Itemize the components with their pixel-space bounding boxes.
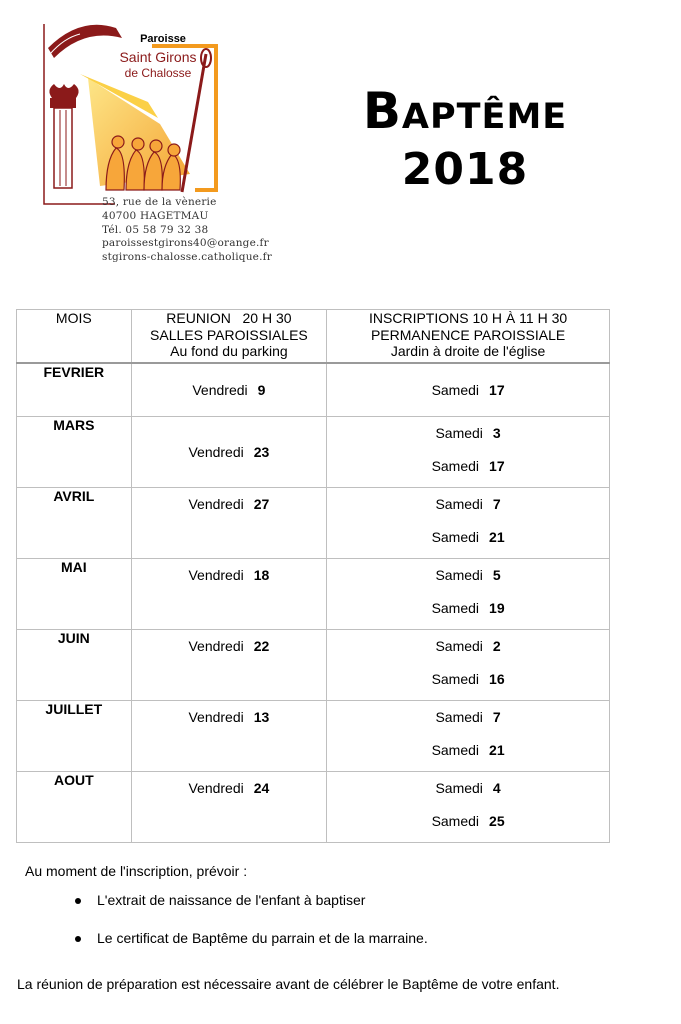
inscriptions-cell <box>327 417 610 488</box>
month-cell: JUIN <box>17 630 132 701</box>
reunion-date: 13 <box>253 709 270 725</box>
contact-block <box>102 196 272 265</box>
inscription-day: Samedi <box>431 813 480 829</box>
reunion-date: 27 <box>253 496 270 512</box>
inscriptions-cell <box>327 488 610 559</box>
inscription-day-number: 4 <box>492 780 501 796</box>
inscription-day: Samedi <box>431 671 480 687</box>
inscription-date <box>327 654 609 687</box>
reunion-date: 18 <box>253 567 270 583</box>
reunion-date: 22 <box>253 638 270 654</box>
inscription-date <box>327 796 609 829</box>
reunion-cell <box>131 630 327 701</box>
inscription-day: Samedi <box>431 529 480 545</box>
inscriptions-cell <box>327 559 610 630</box>
inscription-day: Samedi <box>431 600 480 616</box>
inscription-day-number: 2 <box>492 638 501 654</box>
inscription-date <box>327 701 609 725</box>
reunion-cell <box>131 701 327 772</box>
logo-text-chalosse: de Chalosse <box>124 66 192 80</box>
note-bullet-2: Le certificat de Baptême du parrain et de la marraine. <box>76 930 428 946</box>
address-street: 53, rue de la vènerie <box>102 196 217 208</box>
table-header-row <box>17 310 610 364</box>
address-email: paroissestgirons40@orange.fr <box>102 237 269 250</box>
inscription-day-number: 16 <box>489 671 505 687</box>
header-mois: MOIS <box>17 310 132 364</box>
inscription-date <box>327 382 609 398</box>
address-website: stgirons-chalosse.catholique.fr <box>102 251 272 264</box>
month-cell: MARS <box>17 417 132 488</box>
title-bapteme: Baptême <box>362 82 568 140</box>
inscription-day-number: 25 <box>489 813 505 829</box>
inscription-day-number: 17 <box>489 458 505 474</box>
reunion-date: 23 <box>253 444 270 460</box>
inscription-day-number: 3 <box>492 425 501 441</box>
table-row <box>17 363 610 417</box>
address-phone: Tél. 05 58 79 32 38 <box>102 223 209 236</box>
month-cell: FEVRIER <box>17 363 132 417</box>
reunion-cell <box>131 772 327 843</box>
logo-text-paroisse: Paroisse <box>140 33 186 45</box>
inscription-day: Samedi <box>435 780 483 796</box>
reunion-date: 24 <box>253 780 270 796</box>
notes-conclusion: La réunion de préparation est nécessaire avant de célébrer le Baptême de votre enfant. <box>17 976 560 992</box>
bullet-dot-icon <box>75 936 81 942</box>
reunion-day: Vendredi <box>188 709 244 725</box>
address-city: 40700 HAGETMAU <box>102 209 209 222</box>
inscription-day: Samedi <box>431 382 480 398</box>
reunion-day: Vendredi <box>188 638 244 654</box>
header-inscriptions: INSCRIPTIONS 10 H À 11 H 30 PERMANENCE PAROISSIALE Jardin à droite de l'église <box>327 310 610 364</box>
inscription-day: Samedi <box>435 638 483 654</box>
inscription-day-number: 5 <box>492 567 501 583</box>
table-row <box>17 559 610 630</box>
inscription-day: Samedi <box>431 458 480 474</box>
inscription-date <box>327 441 609 474</box>
notes-intro: Au moment de l'inscription, prévoir : <box>25 863 248 879</box>
table-row <box>17 772 610 843</box>
reunion-day: Vendredi <box>188 567 244 583</box>
reunion-day: Vendredi <box>192 382 248 398</box>
inscription-date <box>327 559 609 583</box>
parish-logo <box>40 14 225 209</box>
inscription-day-number: 19 <box>489 600 505 616</box>
reunion-day: Vendredi <box>188 780 244 796</box>
header-reunion: REUNION 20 H 30 SALLES PAROISSIALES Au fond du parking <box>131 310 327 364</box>
inscription-day-number: 21 <box>489 529 505 545</box>
month-cell: AVRIL <box>17 488 132 559</box>
inscription-date <box>327 488 609 512</box>
inscriptions-cell <box>327 630 610 701</box>
inscription-date <box>327 512 609 545</box>
reunion-cell <box>131 488 327 559</box>
inscription-date <box>327 772 609 796</box>
inscription-date <box>327 725 609 758</box>
reunion-day: Vendredi <box>188 496 244 512</box>
title-year: 2018 <box>401 144 529 195</box>
note-bullet-1: L'extrait de naissance de l'enfant à baptiser <box>76 892 365 908</box>
table-row <box>17 488 610 559</box>
inscription-day: Samedi <box>435 567 483 583</box>
reunion-day: Vendredi <box>188 444 244 460</box>
month-cell: JUILLET <box>17 701 132 772</box>
schedule-table <box>16 309 610 843</box>
inscription-day-number: 21 <box>489 742 505 758</box>
inscriptions-cell <box>327 363 610 417</box>
reunion-date: 9 <box>257 382 266 398</box>
reunion-cell <box>131 363 327 417</box>
inscriptions-cell <box>327 701 610 772</box>
bullet-dot-icon <box>75 898 81 904</box>
month-cell: AOUT <box>17 772 132 843</box>
page-title <box>300 82 630 195</box>
inscription-date <box>327 630 609 654</box>
inscription-day-number: 7 <box>492 709 501 725</box>
inscriptions-cell <box>327 772 610 843</box>
inscription-date <box>327 417 609 441</box>
month-cell: MAI <box>17 559 132 630</box>
inscription-day: Samedi <box>435 425 483 441</box>
inscription-day: Samedi <box>435 496 483 512</box>
inscription-date <box>327 583 609 616</box>
inscription-day-number: 7 <box>492 496 501 512</box>
logo-text-saint-girons: Saint Girons <box>119 49 197 65</box>
inscription-day: Samedi <box>431 742 480 758</box>
reunion-cell <box>131 559 327 630</box>
inscription-day: Samedi <box>435 709 483 725</box>
table-row <box>17 417 610 488</box>
inscription-day-number: 17 <box>489 382 505 398</box>
table-row <box>17 701 610 772</box>
reunion-cell <box>131 417 327 488</box>
table-row <box>17 630 610 701</box>
